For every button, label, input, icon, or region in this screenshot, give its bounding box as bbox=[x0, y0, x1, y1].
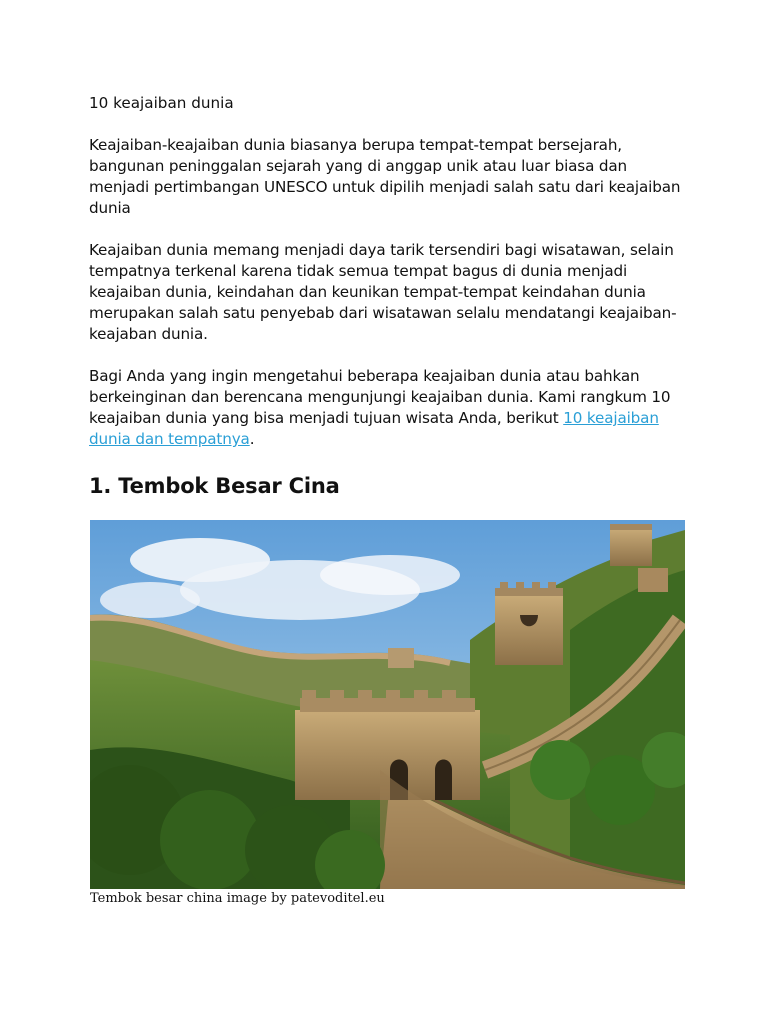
paragraph-intro: Keajaiban-keajaiban dunia biasanya berupa tempat-tempat bersejarah, bangunan peninggalan sejarah yang di anggap unik atau luar biasa dan menjadi pertimbangan UNESCO untuk dipilih menjadi salah satu dari keajaiban dunia bbox=[89, 136, 681, 217]
paragraph-summary-text: Bagi Anda yang ingin mengetahui beberapa keajaiban dunia atau bahkan berkeinginan dan berencana mengunjungi keajaiban dunia. Kami rangkum 10 keajaiban dunia yang bisa menjadi tujuan wisata Anda, berikut bbox=[89, 367, 671, 427]
great-wall-photo bbox=[90, 520, 685, 889]
wonders-list-link[interactable]: 10 keajaiban dunia dan tempatnya bbox=[89, 409, 659, 448]
paragraph-attraction: Keajaiban dunia memang menjadi daya tarik tersendiri bagi wisatawan, selain tempatnya terkenal karena tidak semua tempat bagus di dunia menjadi keajaiban dunia, keindahan dan keunikan tempat-tempat keindahan dunia merupakan salah satu penyebab dari wisatawan selalu mendatangi keajaiban-keajaban dunia. bbox=[89, 241, 677, 343]
paragraph-summary-end: . bbox=[249, 430, 255, 448]
document-body bbox=[89, 93, 689, 513]
document-title: 10 keajaiban dunia bbox=[89, 94, 234, 112]
section-heading: 1. Tembok Besar Cina bbox=[89, 474, 340, 498]
image-caption: Tembok besar china image by patevoditel.eu bbox=[90, 891, 385, 906]
paragraph-summary bbox=[89, 366, 689, 450]
